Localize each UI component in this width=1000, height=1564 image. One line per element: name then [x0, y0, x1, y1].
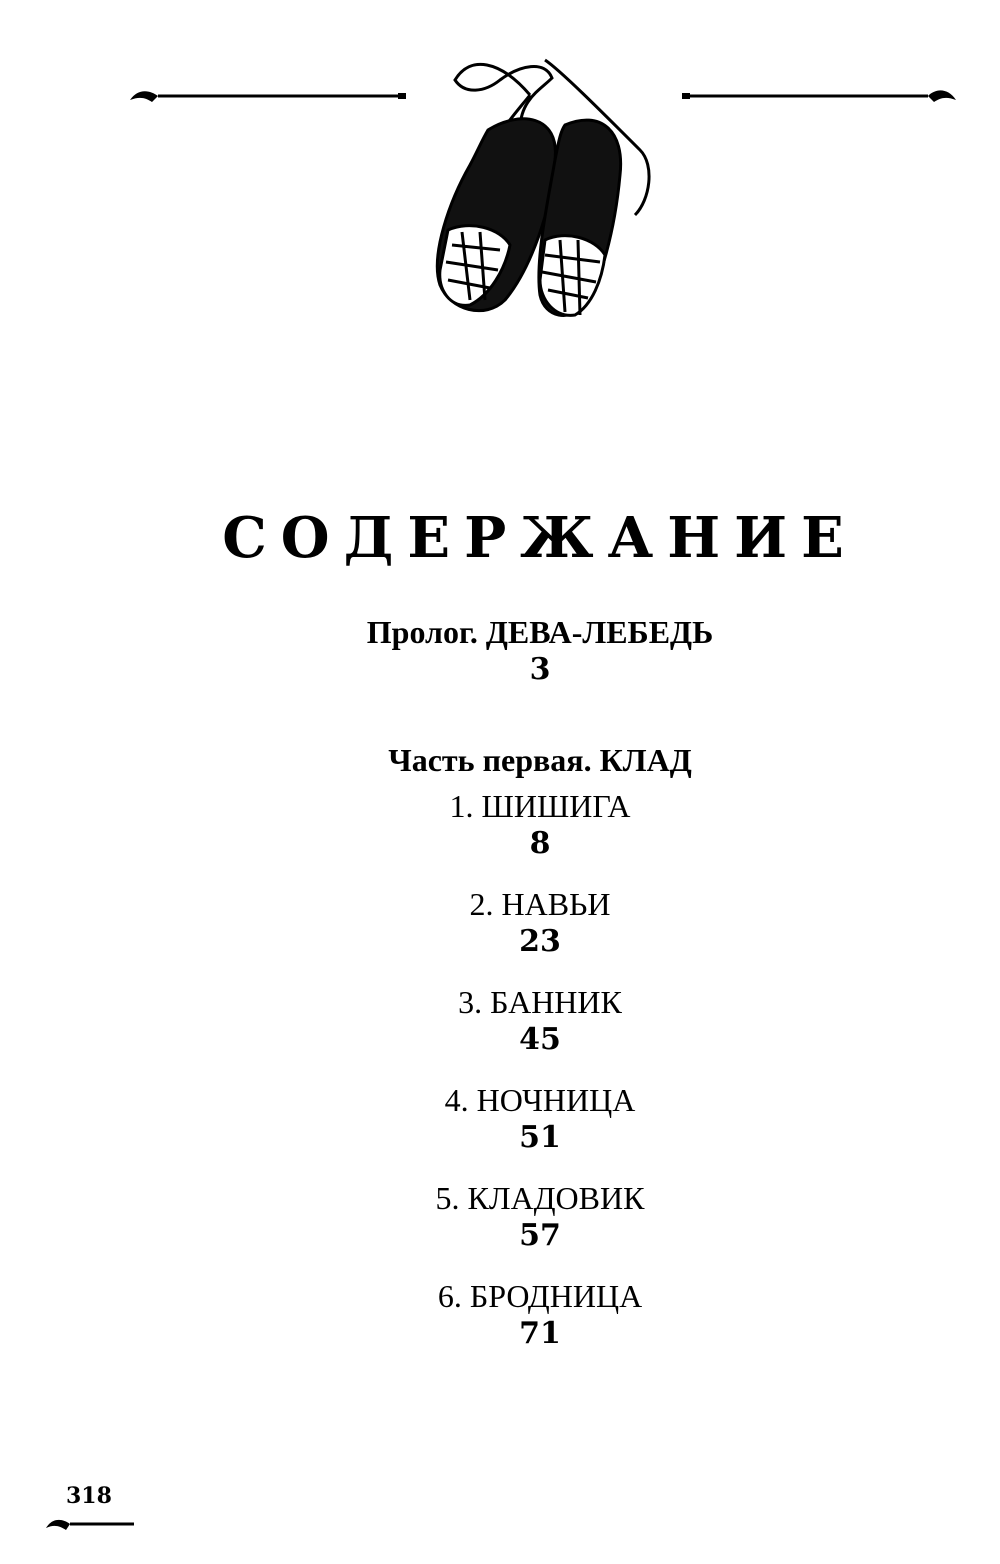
- entry-page-number: 51: [519, 1120, 561, 1155]
- right-flourish: [682, 90, 956, 102]
- toc-entry-prologue[interactable]: [0, 612, 1000, 688]
- toc-entry-chapter-4[interactable]: [0, 1080, 1000, 1156]
- toc-entry-chapter-3[interactable]: [0, 982, 1000, 1058]
- page-number: 318: [66, 1483, 112, 1509]
- toc-entry-chapter-5[interactable]: [0, 1178, 1000, 1254]
- entry-title: 3. БАННИК: [458, 984, 622, 1020]
- entry-title: 4. НОЧНИЦА: [444, 1082, 636, 1118]
- entry-title: 1. ШИШИГА: [449, 788, 631, 824]
- entry-page-number: 57: [519, 1218, 561, 1253]
- footer-flourish: [40, 1512, 150, 1542]
- toc-title: СОДЕРЖАНИЕ: [222, 505, 858, 571]
- toc-part-heading: [0, 740, 1000, 780]
- entry-title: 5. КЛАДОВИК: [435, 1180, 645, 1216]
- toc-entry-chapter-2[interactable]: [0, 884, 1000, 960]
- left-flourish: [130, 91, 406, 102]
- entry-page-number: 23: [519, 924, 561, 959]
- entry-page-number: 8: [529, 826, 551, 861]
- toc-entry-chapter-6[interactable]: [0, 1276, 1000, 1352]
- entry-title: Пролог. ДЕВА-ЛЕБЕДЬ: [366, 614, 714, 650]
- entry-title: 6. БРОДНИЦА: [437, 1278, 643, 1314]
- entry-page-number: 45: [519, 1022, 561, 1057]
- toc-entry-chapter-1[interactable]: [0, 786, 1000, 862]
- entry-page-number: 71: [519, 1316, 561, 1351]
- part-title: Часть первая. КЛАД: [388, 742, 692, 778]
- entry-title: 2. НАВЬИ: [469, 886, 611, 922]
- bast-shoes-illustration: [437, 60, 649, 315]
- entry-page-number: 3: [529, 652, 551, 687]
- header-ornament: [0, 0, 1000, 340]
